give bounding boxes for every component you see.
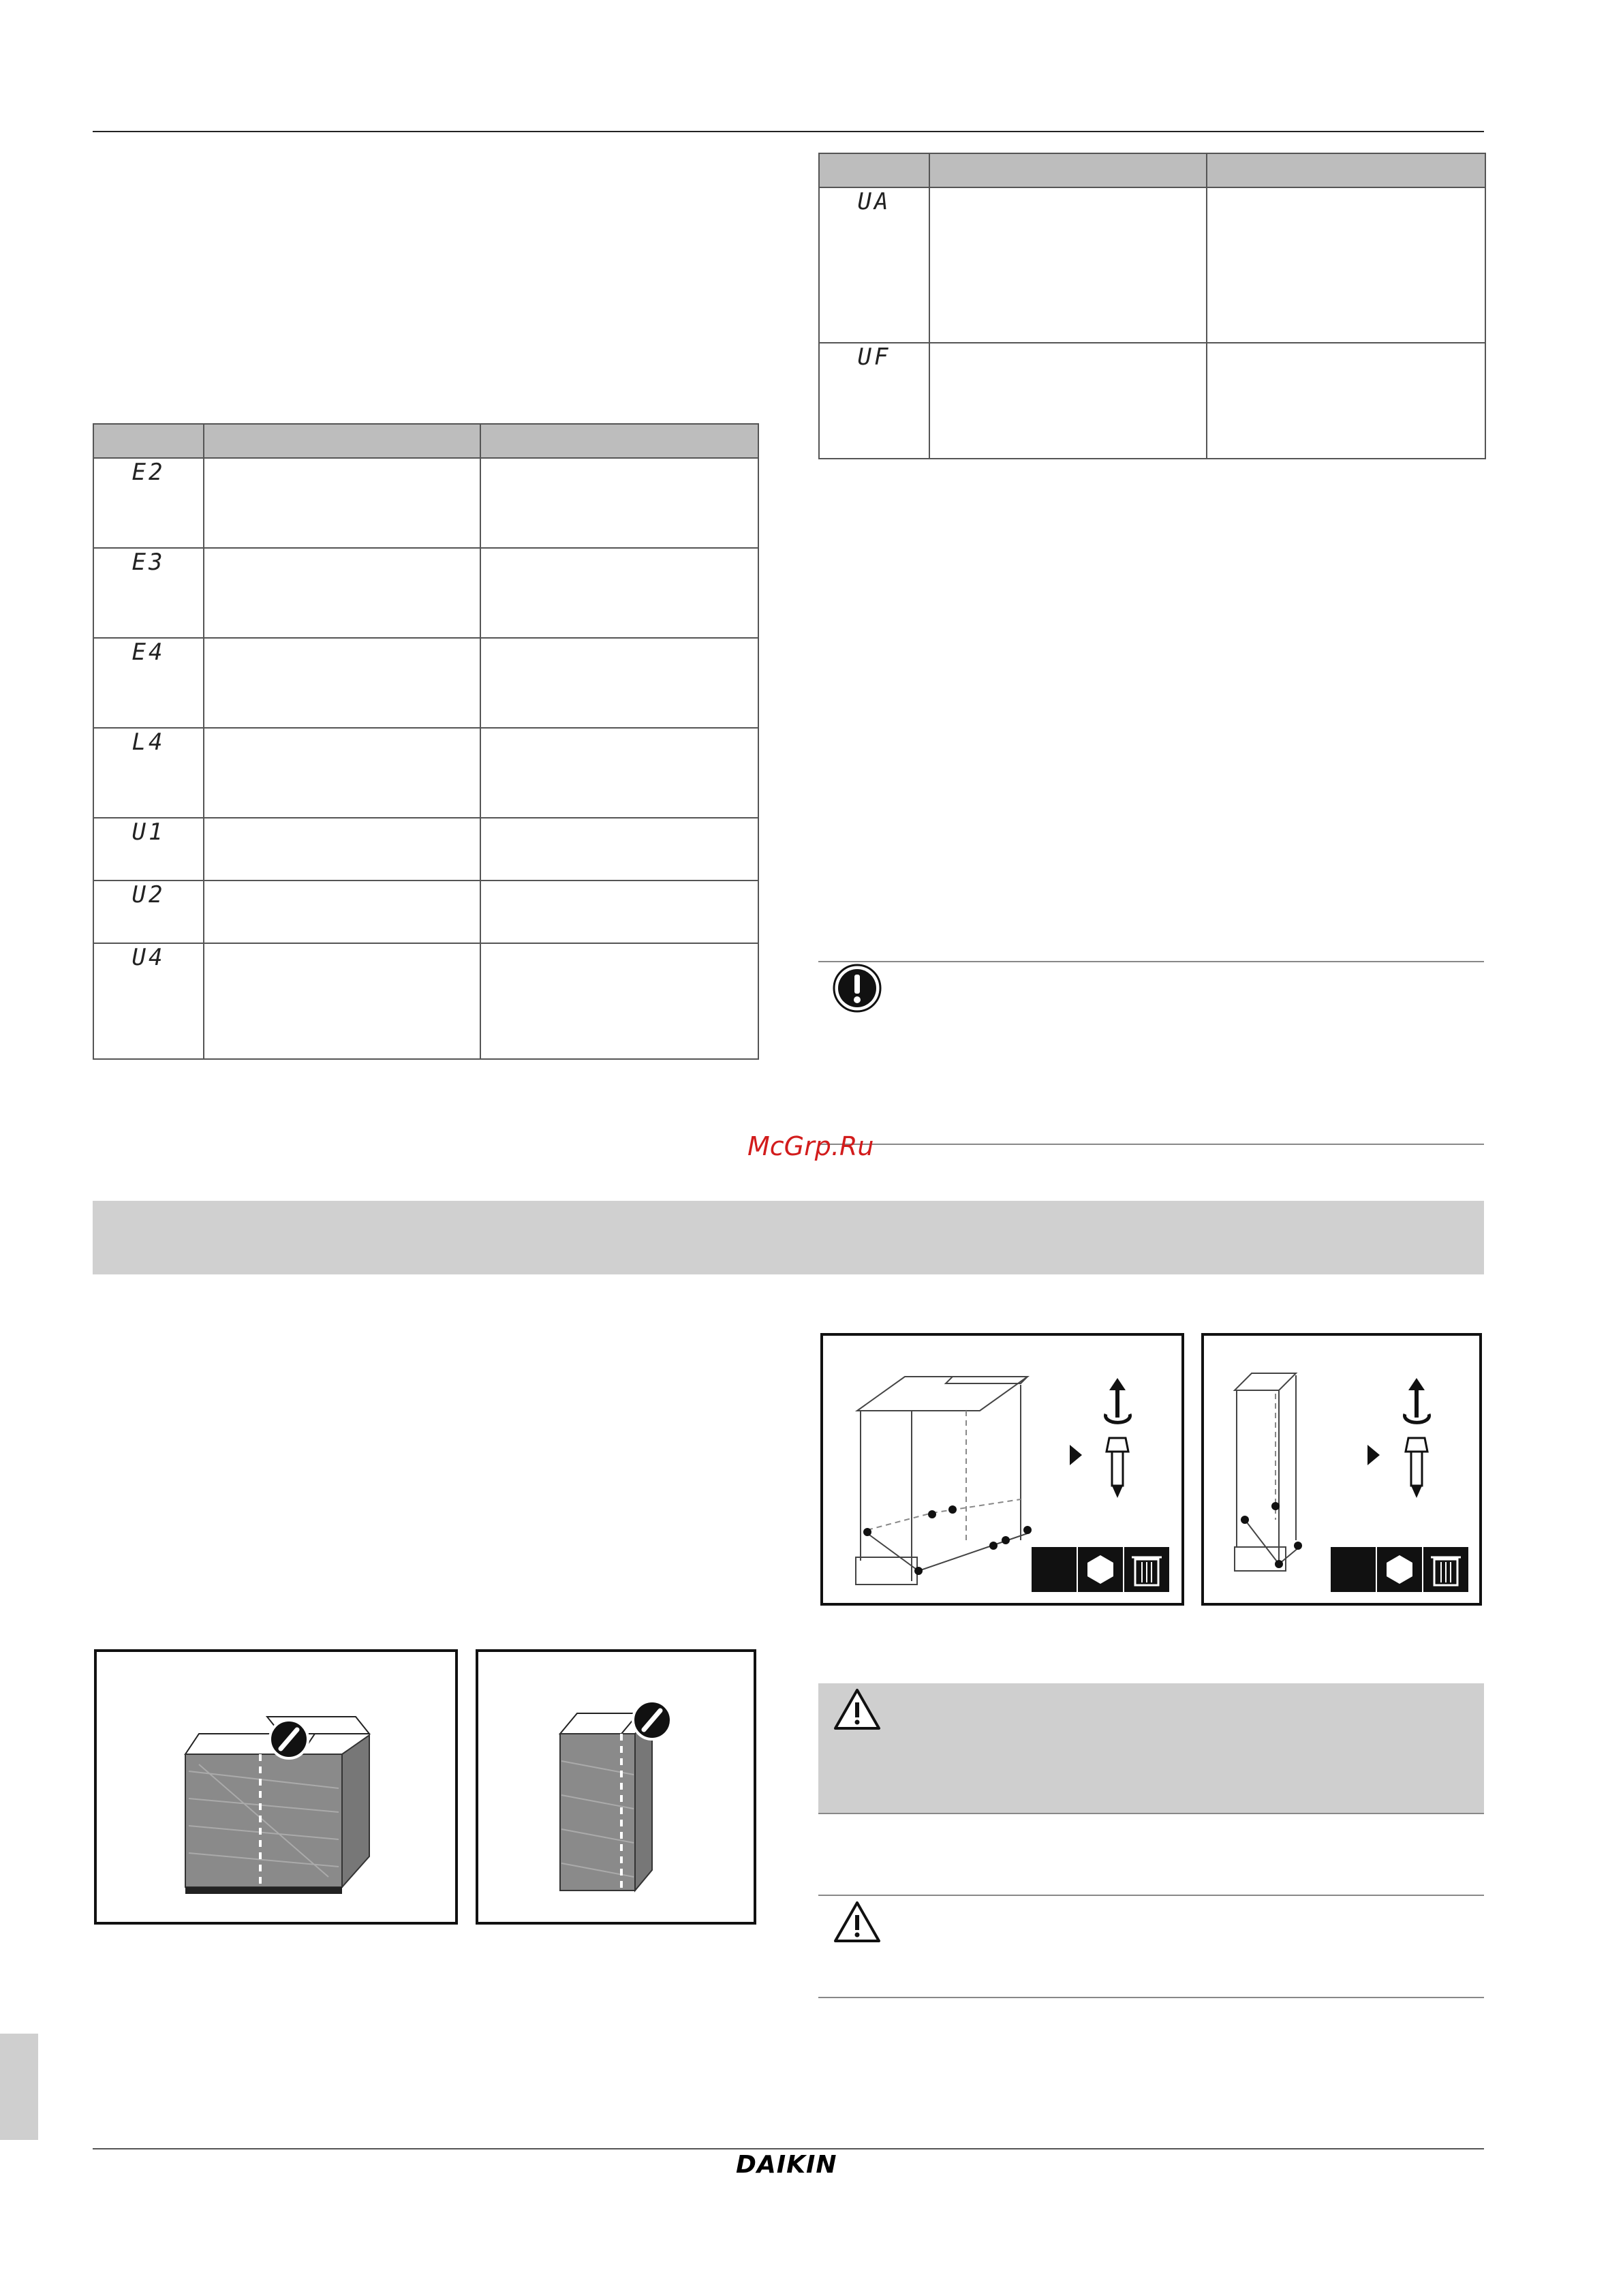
illustration-cut-wrap-large (94, 1649, 458, 1925)
caution-icon (833, 1900, 882, 1944)
trash-icon (1423, 1547, 1468, 1592)
table-row (93, 943, 758, 1059)
error-code: E3 (93, 548, 204, 638)
caution-top-rule (818, 1895, 1484, 1896)
brand-logo: DAIKIN (736, 2151, 837, 2179)
illustration-cut-wrap-small (476, 1649, 756, 1925)
error-code: U2 (93, 881, 204, 943)
table-header (93, 424, 758, 458)
table-row (819, 187, 1485, 343)
table-row (93, 818, 758, 881)
hexagon-icon (1377, 1547, 1422, 1592)
error-code: E2 (93, 458, 204, 548)
warning-band (818, 1683, 1484, 1813)
table-row (819, 343, 1485, 459)
error-code: L4 (93, 728, 204, 818)
error-code: U4 (93, 943, 204, 1059)
error-code: U1 (93, 818, 204, 881)
watermark: McGrp.Ru (747, 1131, 874, 1161)
screw-icon (1405, 1378, 1429, 1498)
table-row (93, 638, 758, 728)
notice-top-rule (818, 961, 1484, 962)
illustration-remove-screws-small (1201, 1333, 1482, 1606)
error-code: UA (819, 187, 929, 343)
error-code-table-right (818, 153, 1486, 459)
trash-icon (1124, 1547, 1169, 1592)
section-heading-band (93, 1201, 1484, 1274)
notice-icon (833, 964, 882, 1013)
hexagon-icon (1078, 1547, 1123, 1592)
screw-icon (1106, 1378, 1130, 1498)
footer-rule (93, 2148, 1484, 2149)
warning-bottom-rule (818, 1813, 1484, 1814)
illustration-remove-screws-large (820, 1333, 1184, 1606)
knife-icon (270, 1720, 308, 1758)
top-rule (93, 131, 1484, 132)
table-row (93, 881, 758, 943)
error-code-table-left (93, 423, 759, 1060)
notice-bottom-rule (818, 1144, 1484, 1145)
error-code: E4 (93, 638, 204, 728)
table-row (93, 548, 758, 638)
table-row (93, 728, 758, 818)
caution-bottom-rule (818, 1997, 1484, 1998)
error-code: UF (819, 343, 929, 459)
warning-icon (833, 1687, 882, 1731)
table-row (93, 458, 758, 548)
chapter-tab (0, 2034, 38, 2140)
knife-icon (633, 1701, 671, 1739)
table-header (819, 153, 1485, 187)
